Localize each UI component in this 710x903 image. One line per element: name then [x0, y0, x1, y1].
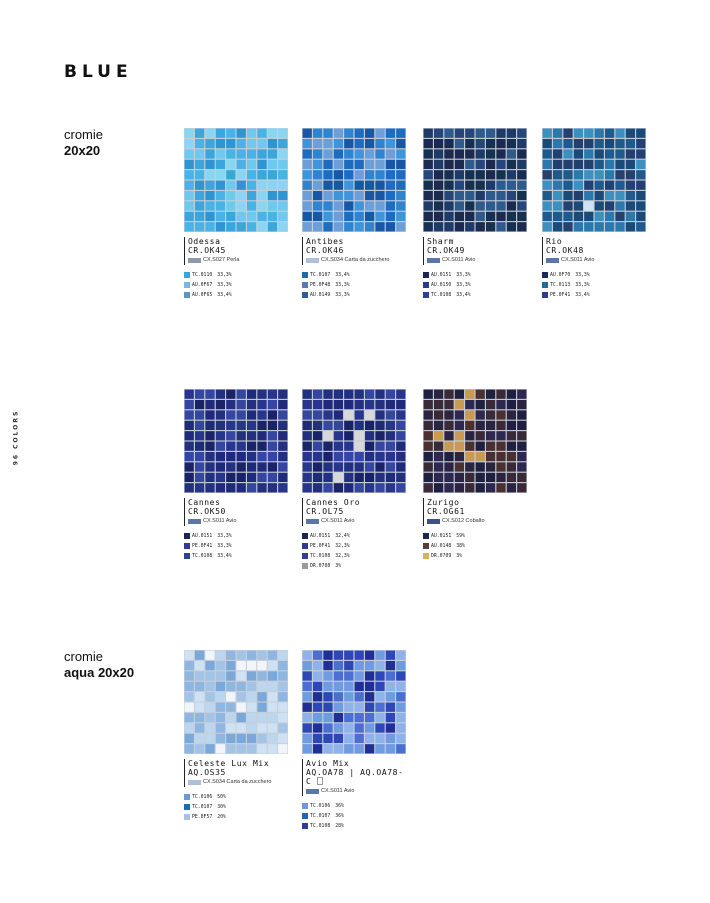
grout-label: CX.S011 Avio: [561, 257, 595, 263]
mosaic-swatch-image: [302, 650, 406, 754]
grout-color: [306, 517, 406, 526]
color-swatch: [184, 292, 190, 298]
composition-item: [184, 551, 288, 561]
composition-item: [423, 531, 527, 541]
component-code: PE.0F48: [310, 282, 331, 288]
document-icon: [317, 777, 323, 785]
section-title-line1: cromie: [64, 127, 104, 142]
component-code: TC.0108: [192, 553, 213, 559]
product-code: CR.OK45: [188, 246, 226, 255]
color-swatch: [184, 814, 190, 820]
grout-swatch: [188, 780, 201, 785]
product-tile: [184, 650, 288, 822]
composition-item: [184, 802, 288, 812]
component-percent: 33,3%: [217, 272, 232, 278]
product-tile: [184, 389, 288, 561]
grout-label: CX.S011 Avio: [321, 788, 355, 794]
product-info: [184, 498, 288, 526]
product-tile: [423, 128, 527, 300]
component-percent: 33,3%: [217, 533, 232, 539]
component-percent: 20%: [217, 814, 226, 820]
grout-color: [427, 256, 527, 265]
product-name: Rio: [546, 237, 563, 246]
grout-label: CX.S011 Avio: [203, 518, 237, 524]
component-code: AU.0151: [310, 533, 331, 539]
component-code: TC.0107: [310, 272, 331, 278]
component-code: TC.0107: [192, 804, 213, 810]
composition-item: [423, 280, 527, 290]
composition-item: [542, 290, 646, 300]
product-info: [423, 237, 527, 265]
component-code: AU.0151: [192, 533, 213, 539]
composition-list: [542, 270, 646, 300]
component-code: TC.0108: [310, 553, 331, 559]
mosaic-swatch-image: [423, 128, 527, 232]
component-percent: 59%: [456, 533, 465, 539]
mosaic-swatch-image: [184, 650, 288, 754]
composition-item: [302, 561, 406, 571]
color-swatch: [542, 292, 548, 298]
component-percent: 33,3%: [217, 543, 232, 549]
component-percent: 28%: [335, 823, 344, 829]
composition-item: [184, 270, 288, 280]
grout-color: [306, 256, 406, 265]
color-swatch: [184, 794, 190, 800]
component-code: AU.0149: [310, 292, 331, 298]
component-percent: 3%: [335, 563, 341, 569]
composition-item: [302, 541, 406, 551]
color-swatch: [184, 553, 190, 559]
grout-label: CX.S011 Avio: [442, 257, 476, 263]
color-swatch: [302, 282, 308, 288]
grout-label: CX.S034 Carta da zucchero: [203, 779, 272, 785]
component-code: AU.0151: [431, 533, 452, 539]
mosaic-swatch-image: [184, 128, 288, 232]
color-swatch: [423, 272, 429, 278]
color-swatch: [302, 292, 308, 298]
composition-item: [302, 821, 406, 831]
grout-label: CX.S011 Avio: [321, 518, 355, 524]
color-swatch: [302, 563, 308, 569]
grout-color: [188, 778, 288, 787]
component-percent: 32,3%: [335, 553, 350, 559]
component-percent: 36%: [335, 803, 344, 809]
product-name: Celeste Lux Mix: [188, 759, 270, 768]
product-tile: [302, 389, 406, 571]
component-code: PE.0F57: [192, 814, 213, 820]
grout-color: [306, 787, 406, 796]
page-title: BLUE: [64, 62, 133, 82]
product-name: Cannes Oro: [306, 498, 361, 507]
composition-item: [423, 270, 527, 280]
grout-swatch: [427, 519, 440, 524]
component-code: AU.0F67: [192, 282, 213, 288]
component-percent: 33,4%: [335, 272, 350, 278]
component-percent: 33,3%: [575, 272, 590, 278]
grout-color: [188, 517, 288, 526]
component-code: DR.0708: [310, 563, 331, 569]
product-code: CR.OK50: [188, 507, 226, 516]
composition-item: [302, 531, 406, 541]
color-swatch: [302, 272, 308, 278]
color-swatch: [302, 803, 308, 809]
section-title-line2: 20x20: [64, 143, 101, 158]
side-page-label-text: 96 COLORS: [12, 409, 20, 466]
section-title-line1: cromie: [64, 649, 104, 664]
component-code: DR.0709: [431, 553, 452, 559]
color-swatch: [184, 272, 190, 278]
component-percent: 33,3%: [335, 292, 350, 298]
component-code: AU.0148: [431, 543, 452, 549]
component-percent: 33,3%: [456, 282, 471, 288]
product-tile: [302, 128, 406, 300]
composition-item: [302, 811, 406, 821]
component-percent: 30%: [217, 804, 226, 810]
grout-swatch: [427, 258, 440, 263]
product-code: CR.OL75: [306, 507, 344, 516]
composition-item: [423, 541, 527, 551]
section-title-cromie-aqua: [64, 649, 134, 681]
color-swatch: [423, 533, 429, 539]
component-code: TC.0106: [310, 803, 331, 809]
grout-swatch: [188, 258, 201, 263]
component-percent: 36%: [335, 813, 344, 819]
component-percent: 38%: [456, 543, 465, 549]
component-code: PE.0F41: [310, 543, 331, 549]
color-swatch: [423, 543, 429, 549]
component-code: TC.0110: [192, 272, 213, 278]
composition-item: [542, 280, 646, 290]
grout-swatch: [188, 519, 201, 524]
grout-label: CX.S027 Perla: [203, 257, 240, 263]
component-code: AU.0151: [431, 272, 452, 278]
grout-swatch: [306, 258, 319, 263]
composition-item: [184, 541, 288, 551]
mosaic-swatch-image: [302, 389, 406, 493]
color-swatch: [423, 282, 429, 288]
composition-item: [302, 290, 406, 300]
mosaic-swatch-image: [302, 128, 406, 232]
product-info: [302, 498, 406, 526]
grout-color: [188, 256, 288, 265]
product-tile: [302, 650, 406, 831]
component-percent: 32,3%: [335, 543, 350, 549]
color-swatch: [184, 543, 190, 549]
side-page-label: [8, 409, 22, 472]
product-tile: [542, 128, 646, 300]
component-code: TC.0106: [192, 794, 213, 800]
product-info: [302, 759, 406, 796]
product-code: CR.OG61: [427, 507, 465, 516]
component-percent: 33,3%: [575, 282, 590, 288]
product-name: Odessa: [188, 237, 221, 246]
composition-list: [423, 270, 527, 300]
grout-label: CX.S034 Carta da zucchero: [321, 257, 390, 263]
product-code: CR.OK49: [427, 246, 465, 255]
color-swatch: [184, 804, 190, 810]
color-swatch: [542, 282, 548, 288]
component-percent: 33,3%: [456, 272, 471, 278]
component-percent: 3%: [456, 553, 462, 559]
grout-label: CX.S012 Cobalto: [442, 518, 485, 524]
component-percent: 33,4%: [456, 292, 471, 298]
section-title-cromie: [64, 127, 103, 159]
composition-item: [423, 551, 527, 561]
composition-list: [184, 792, 288, 822]
color-swatch: [423, 553, 429, 559]
grout-color: [427, 517, 527, 526]
mosaic-swatch-image: [423, 389, 527, 493]
component-percent: 32,4%: [335, 533, 350, 539]
composition-list: [423, 531, 527, 561]
product-tile: [423, 389, 527, 561]
product-code: AQ.OA78 | AQ.OA78-C: [306, 768, 404, 786]
component-code: TC.0108: [310, 823, 331, 829]
color-swatch: [302, 813, 308, 819]
grout-swatch: [306, 519, 319, 524]
composition-item: [184, 280, 288, 290]
color-swatch: [542, 272, 548, 278]
component-percent: 33,3%: [217, 282, 232, 288]
component-code: AU.0F70: [550, 272, 571, 278]
product-name: Avio Mix: [306, 759, 350, 768]
component-percent: 33,4%: [217, 292, 232, 298]
composition-list: [302, 531, 406, 571]
component-code: PE.0F41: [192, 543, 213, 549]
product-name: Cannes: [188, 498, 221, 507]
composition-list: [302, 270, 406, 300]
component-percent: 33,3%: [335, 282, 350, 288]
product-code: AQ.OS35: [188, 768, 226, 777]
color-swatch: [423, 292, 429, 298]
color-swatch: [302, 543, 308, 549]
composition-item: [302, 270, 406, 280]
component-percent: 50%: [217, 794, 226, 800]
color-swatch: [184, 282, 190, 288]
component-percent: 33,4%: [575, 292, 590, 298]
composition-item: [184, 290, 288, 300]
grout-color: [546, 256, 646, 265]
product-info: [423, 498, 527, 526]
color-swatch: [302, 823, 308, 829]
product-name: Zurigo: [427, 498, 460, 507]
component-code: AU.0F65: [192, 292, 213, 298]
section-title-line2: aqua 20x20: [64, 665, 135, 680]
product-info: [184, 759, 288, 787]
composition-item: [302, 801, 406, 811]
product-name: Sharm: [427, 237, 455, 246]
product-code: CR.OK48: [546, 246, 584, 255]
mosaic-swatch-image: [542, 128, 646, 232]
component-code: TC.0113: [550, 282, 571, 288]
color-swatch: [184, 533, 190, 539]
composition-item: [184, 812, 288, 822]
component-code: TC.0107: [310, 813, 331, 819]
composition-item: [184, 792, 288, 802]
component-percent: 33,4%: [217, 553, 232, 559]
mosaic-swatch-image: [184, 389, 288, 493]
component-code: AU.0150: [431, 282, 452, 288]
composition-list: [184, 531, 288, 561]
product-info: [184, 237, 288, 265]
component-code: TC.0108: [431, 292, 452, 298]
product-name: Antibes: [306, 237, 344, 246]
composition-list: [184, 270, 288, 300]
color-swatch: [302, 553, 308, 559]
composition-item: [184, 531, 288, 541]
composition-item: [542, 270, 646, 280]
product-info: [302, 237, 406, 265]
product-info: [542, 237, 646, 265]
grout-swatch: [306, 789, 319, 794]
composition-item: [423, 290, 527, 300]
composition-list: [302, 801, 406, 831]
composition-item: [302, 280, 406, 290]
color-swatch: [302, 533, 308, 539]
product-code: CR.OK46: [306, 246, 344, 255]
component-code: PE.0F41: [550, 292, 571, 298]
grout-swatch: [546, 258, 559, 263]
composition-item: [302, 551, 406, 561]
product-tile: [184, 128, 288, 300]
